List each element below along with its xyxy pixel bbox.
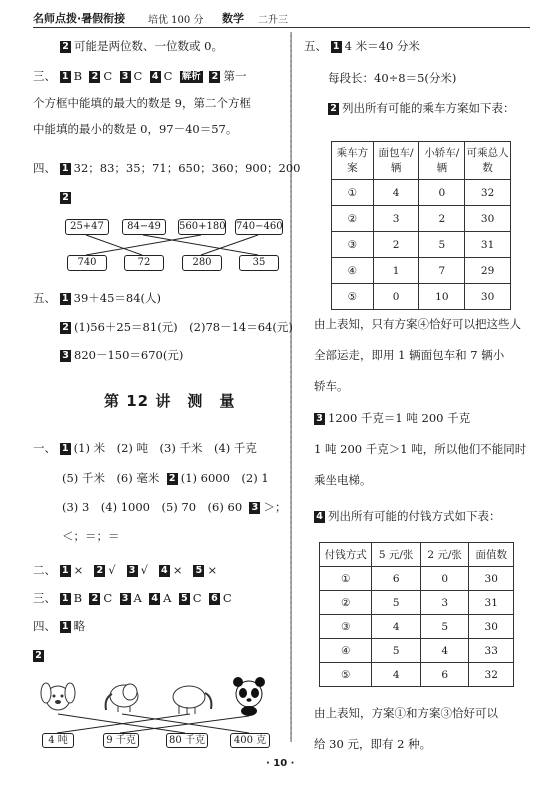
- right-section-5-q2: [328, 100, 515, 116]
- table-cell: 33: [469, 639, 514, 663]
- answer-text: C: [192, 591, 202, 605]
- answer-mark: √: [108, 563, 116, 577]
- table-cell: 5: [419, 232, 465, 258]
- table-header: 2 元/张: [420, 543, 469, 567]
- section-heading: 五、: [304, 39, 327, 53]
- answer-text: C: [103, 69, 113, 83]
- table-cell: 4: [372, 615, 421, 639]
- table-cell: 30: [465, 284, 511, 310]
- question-number: 2: [209, 71, 220, 83]
- table-cell: 32: [469, 663, 514, 687]
- question-number: 3: [120, 593, 131, 605]
- question-number: 4: [159, 565, 170, 577]
- answer-text: C: [133, 69, 143, 83]
- table-cell: 10: [419, 284, 465, 310]
- payment-conclusion-1: 由上表知，方案①和方案③恰好可以: [314, 706, 498, 720]
- answer-mark: ×: [172, 563, 183, 577]
- table-cell: ③: [332, 232, 374, 258]
- table-cell: 30: [469, 615, 514, 639]
- table-cell: ②: [332, 206, 374, 232]
- result-box: 72: [124, 255, 164, 271]
- question-number: 4: [149, 593, 160, 605]
- table-cell: 0: [419, 180, 465, 206]
- answer-text: (3) 3 (4) 1000 (5) 70 (6) 60: [62, 500, 243, 514]
- table-cell: 30: [465, 206, 511, 232]
- question-number: 6: [209, 593, 220, 605]
- table-cell: ④: [332, 258, 374, 284]
- table-cell: ⑤: [332, 284, 374, 310]
- answer-text: ＞；: [263, 500, 287, 514]
- table-cell: 1: [373, 258, 419, 284]
- right-section-5-q1: [304, 38, 420, 54]
- table-cell: ⑤: [320, 663, 372, 687]
- table-cell: 0: [420, 567, 469, 591]
- answer-text: 列出所有可能的乘车方案如下表：: [342, 101, 515, 115]
- question-number: 2: [60, 41, 71, 53]
- table-cell: ④: [320, 639, 372, 663]
- question-number: 3: [314, 413, 325, 425]
- question-number: 4: [150, 71, 161, 83]
- right-q3: [314, 410, 470, 426]
- table-cell: 2: [373, 232, 419, 258]
- table-row: [332, 206, 511, 232]
- question-number: 2: [167, 473, 178, 485]
- question-number: 1: [60, 163, 71, 175]
- table-cell: 5: [420, 615, 469, 639]
- question-number: 3: [127, 565, 138, 577]
- table-row: [332, 180, 511, 206]
- section-3-line-2: 个方框中能填的最大的数是 9，第二个方框: [33, 96, 251, 110]
- answer-text: 列出所有可能的付钱方式如下表：: [328, 509, 501, 523]
- table-cell: ①: [332, 180, 374, 206]
- question-number: 5: [179, 593, 190, 605]
- table-header: 小轿车/辆: [419, 142, 465, 180]
- table-header: 可乘总人数: [465, 142, 511, 180]
- header-grade: 二升三: [258, 15, 288, 26]
- section-3-line-3: 中能填的最小的数是 0，97－40＝57。: [33, 122, 238, 136]
- question-number: 2: [33, 650, 44, 662]
- section-heading: 一、: [33, 441, 56, 455]
- table-header: 面包车/辆: [373, 142, 419, 180]
- expression-box: 560+180: [178, 219, 226, 235]
- expression-box: 740−460: [235, 219, 283, 235]
- question-number: 1: [60, 621, 71, 633]
- expression-box: 25+47: [65, 219, 109, 235]
- analysis-tag: 解析: [181, 71, 201, 82]
- answer-text: B: [73, 591, 83, 605]
- table-header: 乘车方案: [332, 142, 374, 180]
- answer-text: (1) 米 (2) 吨 (3) 千米 (4) 千克: [73, 441, 257, 455]
- answer-text: 略: [73, 619, 86, 633]
- table-cell: 0: [373, 284, 419, 310]
- answer-text: A: [133, 591, 142, 605]
- answer-text: A: [163, 591, 172, 605]
- conclusion-line-1: 由上表知，只有方案④恰好可以把这些人: [314, 317, 521, 331]
- page-number: · 10 ·: [266, 758, 295, 769]
- question-number: 4: [314, 511, 325, 523]
- weight-label-box: 80 千克: [166, 733, 208, 748]
- header-book-title: 名师点拨·暑假衔接: [33, 12, 126, 25]
- question-number: 1: [331, 41, 342, 53]
- question-number: 1: [60, 565, 71, 577]
- header-subtitle: 培优 100 分: [148, 15, 204, 26]
- table-cell: ①: [320, 567, 372, 591]
- result-box: 280: [182, 255, 222, 271]
- weight-label-box: 4 吨: [42, 733, 74, 748]
- answer-text: 第一: [223, 69, 247, 83]
- section-heading: 三、: [33, 69, 56, 83]
- table-row: [332, 258, 511, 284]
- table-header: 5 元/张: [372, 543, 421, 567]
- table-row: [320, 567, 514, 591]
- question-number: 2: [60, 192, 71, 204]
- table-row: [320, 615, 514, 639]
- section-heading: 二、: [33, 563, 56, 577]
- table-header: 面值数: [469, 543, 514, 567]
- answer-text: (1)56＋25＝81(元) (2)78－14＝64(元): [74, 320, 293, 334]
- table-row: [332, 232, 511, 258]
- question-number: 3: [60, 350, 71, 362]
- table-cell: 4: [373, 180, 419, 206]
- table-row: [320, 591, 514, 615]
- table-cell: 30: [469, 567, 514, 591]
- table-header: 付钱方式: [320, 543, 372, 567]
- question-number: 2: [89, 593, 100, 605]
- table-cell: 6: [420, 663, 469, 687]
- table-cell: 32: [465, 180, 511, 206]
- table-row: [320, 663, 514, 687]
- answer-text: 可能是两位数、一位数或 0。: [74, 39, 223, 53]
- answer-text: C: [163, 69, 173, 83]
- table-cell: 3: [420, 591, 469, 615]
- table-cell: 4: [420, 639, 469, 663]
- answer-text: (1) 6000 (2) 1: [180, 471, 269, 485]
- question-number: 2: [94, 565, 105, 577]
- answer-mark: √: [140, 563, 148, 577]
- question-number: 3: [120, 71, 131, 83]
- payment-conclusion-2: 给 30 元，即有 2 种。: [314, 737, 432, 751]
- answer-text: B: [73, 69, 83, 83]
- table-cell: 29: [465, 258, 511, 284]
- table-cell: ②: [320, 591, 372, 615]
- answer-text: 4 米＝40 分米: [344, 39, 420, 53]
- question-number: 1: [60, 293, 71, 305]
- question-number: 1: [60, 71, 71, 83]
- table-cell: 6: [372, 567, 421, 591]
- vehicle-plan-table: [331, 141, 511, 310]
- answer-text: C: [103, 591, 113, 605]
- elevator-line-2: 乘坐电梯。: [314, 473, 372, 487]
- conclusion-line-3: 轿车。: [314, 379, 349, 393]
- answer-text: 32；83；35；71；650；360；900；200: [73, 161, 301, 175]
- table-row: [332, 284, 511, 310]
- answer-text: 820－150＝670(元): [74, 348, 184, 362]
- measure-section-1-row-4: ＜；＝；＝: [62, 529, 120, 543]
- expression-box: 84−49: [122, 219, 166, 235]
- table-cell: 31: [465, 232, 511, 258]
- answer-text: 1200 千克＝1 吨 200 千克: [328, 411, 471, 425]
- conclusion-line-2: 全部运走，即用 1 辆面包车和 7 辆小: [314, 348, 505, 362]
- lesson-title: 第 12 讲 测 量: [104, 392, 236, 410]
- payment-table: [319, 542, 514, 687]
- result-box: 35: [239, 255, 279, 271]
- weight-label-box: 400 克: [230, 733, 270, 748]
- table-cell: ③: [320, 615, 372, 639]
- table-cell: 2: [419, 206, 465, 232]
- table-cell: 3: [373, 206, 419, 232]
- right-line-segment: 每段长：40÷8＝5(分米): [328, 71, 457, 85]
- section-heading: 三、: [33, 591, 56, 605]
- question-number: 5: [193, 565, 204, 577]
- answer-text: C: [222, 591, 232, 605]
- table-cell: 5: [372, 639, 421, 663]
- question-number: 2: [328, 103, 339, 115]
- answer-text: (5) 千米 (6) 毫米: [62, 471, 160, 485]
- elevator-line-1: 1 吨 200 千克＞1 吨，所以他们不能同时: [314, 442, 527, 456]
- header-subject: 数学: [222, 12, 244, 25]
- table-cell: 31: [469, 591, 514, 615]
- answer-mark: ×: [207, 563, 218, 577]
- section-heading: 五、: [33, 291, 56, 305]
- answer-text: 39＋45＝84(人): [73, 291, 162, 305]
- table-cell: 5: [372, 591, 421, 615]
- weight-label-box: 9 千克: [103, 733, 139, 748]
- section-heading: 四、: [33, 161, 56, 175]
- table-cell: 4: [372, 663, 421, 687]
- result-box: 740: [67, 255, 107, 271]
- question-number: 3: [249, 502, 260, 514]
- question-number: 2: [60, 322, 71, 334]
- question-number: 2: [89, 71, 100, 83]
- question-number: 1: [60, 443, 71, 455]
- table-row: [320, 639, 514, 663]
- section-heading: 四、: [33, 619, 56, 633]
- question-number: 1: [60, 593, 71, 605]
- answer-mark: ×: [73, 563, 84, 577]
- right-q4: [314, 508, 501, 524]
- table-cell: 7: [419, 258, 465, 284]
